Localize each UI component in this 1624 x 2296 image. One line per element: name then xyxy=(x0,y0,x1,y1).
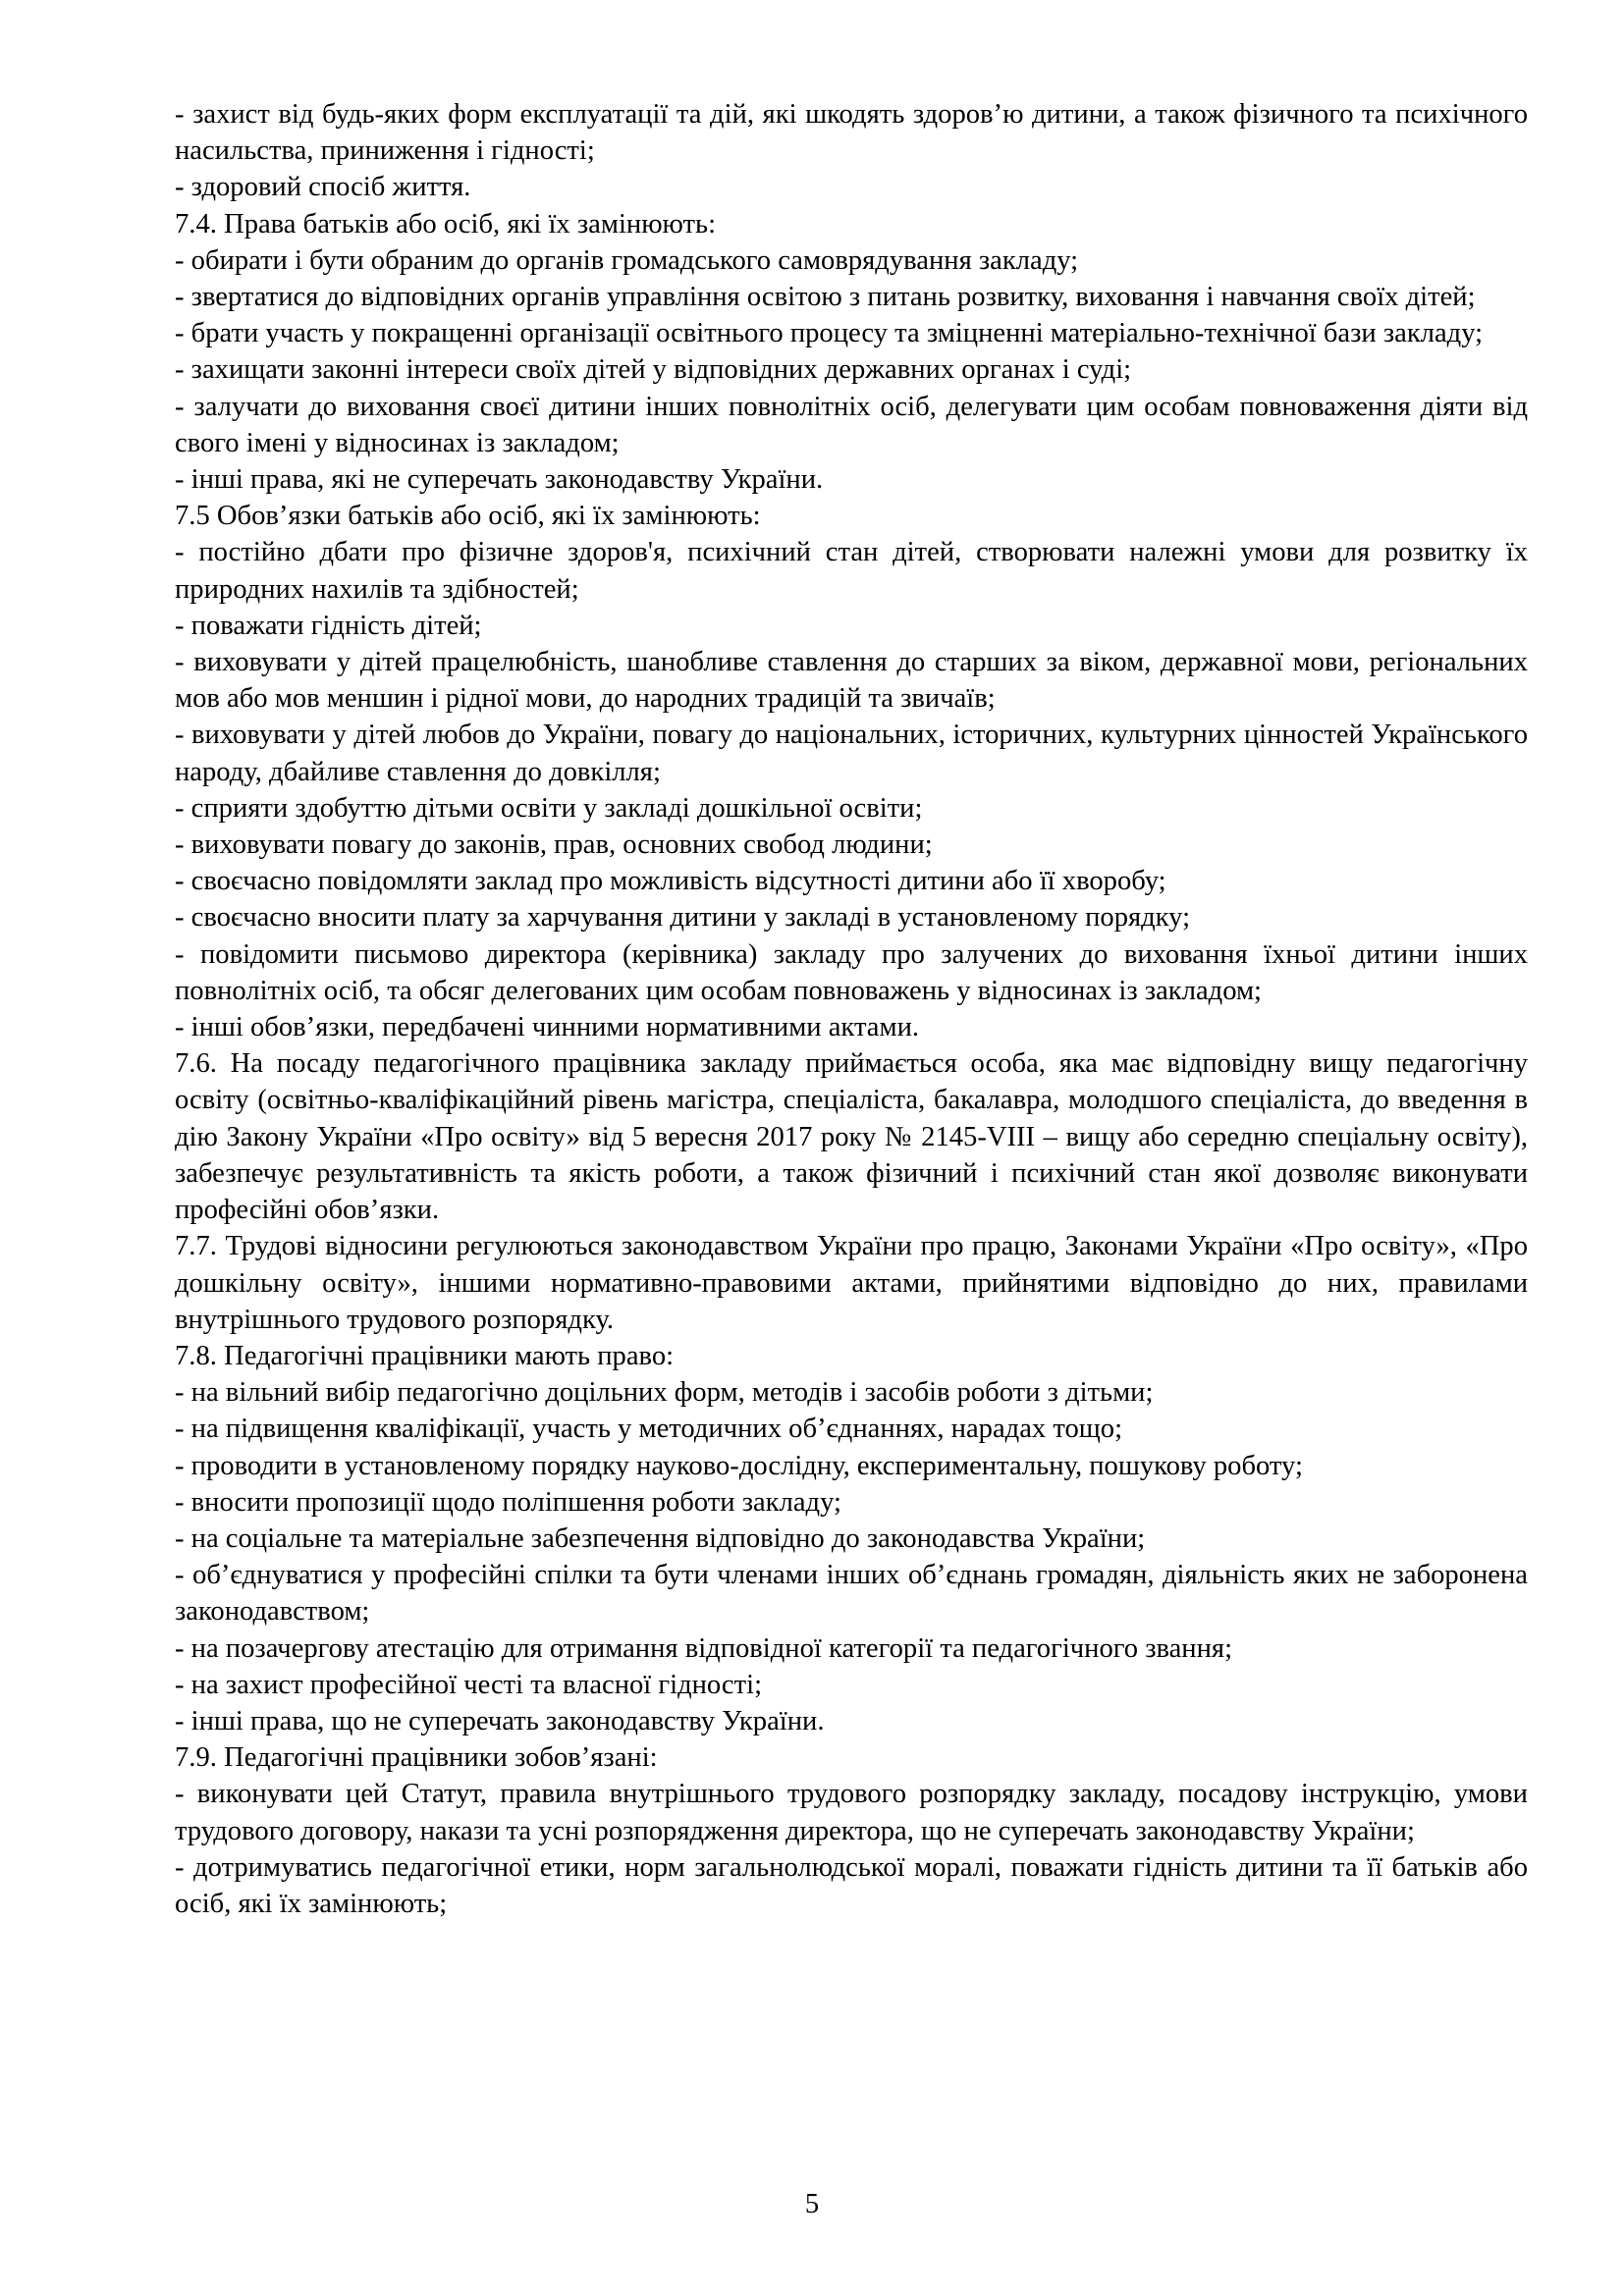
paragraph: - інші права, які не суперечать законодавству України. xyxy=(175,464,824,496)
paragraph: - виховувати повагу до законів, прав, основних свобод людини; xyxy=(175,829,933,861)
paragraph: - повідомити письмово директора (керівника) закладу про залучених до виховання їхньої дитини інших повнолітніх осіб, та обсяг делегованих цим особам повноважень у відносинах із закладом; xyxy=(175,938,1528,1006)
paragraph: - дотримуватись педагогічної етики, норм загальнолюдської моралі, поважати гідність дитини та її батьків або осіб, які їх замінюють; xyxy=(175,1851,1528,1919)
section-heading-7-4: 7.4. Права батьків або осіб, які їх замінюють: xyxy=(175,208,717,240)
paragraph: - на вільний вибір педагогічно доцільних форм, методів і засобів роботи з дітьми; xyxy=(175,1377,1154,1409)
section-heading-7-8: 7.8. Педагогічні працівники мають право: xyxy=(175,1340,675,1371)
section-heading-7-5: 7.5 Обов’язки батьків або осіб, які їх замінюють: xyxy=(175,501,761,532)
section-7-6: 7.6. На посаду педагогічного працівника закладу приймається особа, яка має відповідну вищу педагогічну освіту (освітньо-кваліфікаційний рівень магістра, спеціаліста, бакалавра, молодшого спеціаліста, до введення в дію Закону України «Про освіту» від 5 вересня 2017 року № 2145-VIII – вищу або середню спеціальну освіту), забезпечує результативність та якість роботи, а також фізичний і психічний стан якої дозволяє виконувати професійні обов’язки. xyxy=(175,1048,1528,1226)
paragraph: - вносити пропозиції щодо поліпшення роботи закладу; xyxy=(175,1486,841,1518)
paragraph: - своєчасно повідомляти заклад про можливість відсутності дитини або її хворобу; xyxy=(175,866,1166,897)
paragraph: - інші права, що не суперечать законодавству України. xyxy=(175,1705,825,1736)
paragraph: - постійно дбати про фізичне здоров'я, психічний стан дітей, створювати належні умови для розвитку їх природних нахилів та здібностей; xyxy=(175,537,1528,605)
paragraph: - виконувати цей Статут, правила внутрішнього трудового розпорядку закладу, посадову інструкцію, умови трудового договору, накази та усні розпорядження директора, що не суперечать законодавству України; xyxy=(175,1779,1528,1846)
paragraph: - на позачергову атестацію для отримання відповідної категорії та педагогічного звання; xyxy=(175,1632,1233,1664)
paragraph: - проводити в установленому порядку науково-дослідну, експериментальну, пошукову роботу; xyxy=(175,1450,1303,1481)
section-heading-7-9: 7.9. Педагогічні працівники зобов’язані: xyxy=(175,1742,658,1774)
paragraph: - виховувати у дітей любов до України, повагу до національних, історичних, культурних цінностей Українського народу, дбайливе ставлення до довкілля; xyxy=(175,720,1528,787)
paragraph: - обирати і бути обраним до органів громадського самоврядування закладу; xyxy=(175,244,1079,276)
paragraph: - залучати до виховання своєї дитини інших повнолітніх осіб, делегувати цим особам повноваження діяти від свого імені у відносинах із закладом; xyxy=(175,391,1528,458)
paragraph: - своєчасно вносити плату за харчування дитини у закладі в установленому порядку; xyxy=(175,902,1191,934)
section-7-7: 7.7. Трудові відносини регулюються законодавством України про працю, Законами України «Про освіту», «Про дошкільну освіту», іншими нормативно-правовими актами, прийнятими відповідно до них, правилами внутрішнього трудового розпорядку. xyxy=(175,1231,1528,1335)
paragraph: - на соціальне та матеріальне забезпечення відповідно до законодавства України; xyxy=(175,1522,1146,1554)
paragraph: - виховувати у дітей працелюбність, шанобливе ставлення до старших за віком, державної мови, регіональних мов або мов меншин і рідної мови, до народних традицій та звичаїв; xyxy=(175,647,1528,715)
paragraph: - на підвищення кваліфікації, участь у методичних об’єднаннях, нарадах тощо; xyxy=(175,1414,1123,1445)
paragraph: - звертатися до відповідних органів управління освітою з питань розвитку, виховання і навчання своїх дітей; xyxy=(175,282,1476,313)
paragraph: - поважати гідність дітей; xyxy=(175,610,482,641)
paragraph: - інші обов’язки, передбачені чинними нормативними актами. xyxy=(175,1012,920,1043)
paragraph: - об’єднуватися у професійні спілки та бути членами інших об’єднань громадян, діяльність яких не заборонена законодавством; xyxy=(175,1560,1528,1628)
paragraph: - сприяти здобуттю дітьми освіти у закладі дошкільної освіти; xyxy=(175,792,923,824)
document-body xyxy=(175,96,1528,1922)
paragraph: - брати участь у покращенні організації освітнього процесу та зміцненні матеріально-технічної бази закладу; xyxy=(175,318,1484,349)
paragraph: - захищати законні інтереси своїх дітей у відповідних державних органах і суді; xyxy=(175,354,1132,386)
page-number: 5 xyxy=(804,2189,820,2219)
paragraph: - на захист професійної честі та власної гідності; xyxy=(175,1669,763,1700)
paragraph: - захист від будь-яких форм експлуатації та дій, які шкодять здоров’ю дитини, а також фізичного та психічного насильства, приниження і гідності; xyxy=(175,99,1528,167)
paragraph: - здоровий спосіб життя. xyxy=(175,172,471,203)
